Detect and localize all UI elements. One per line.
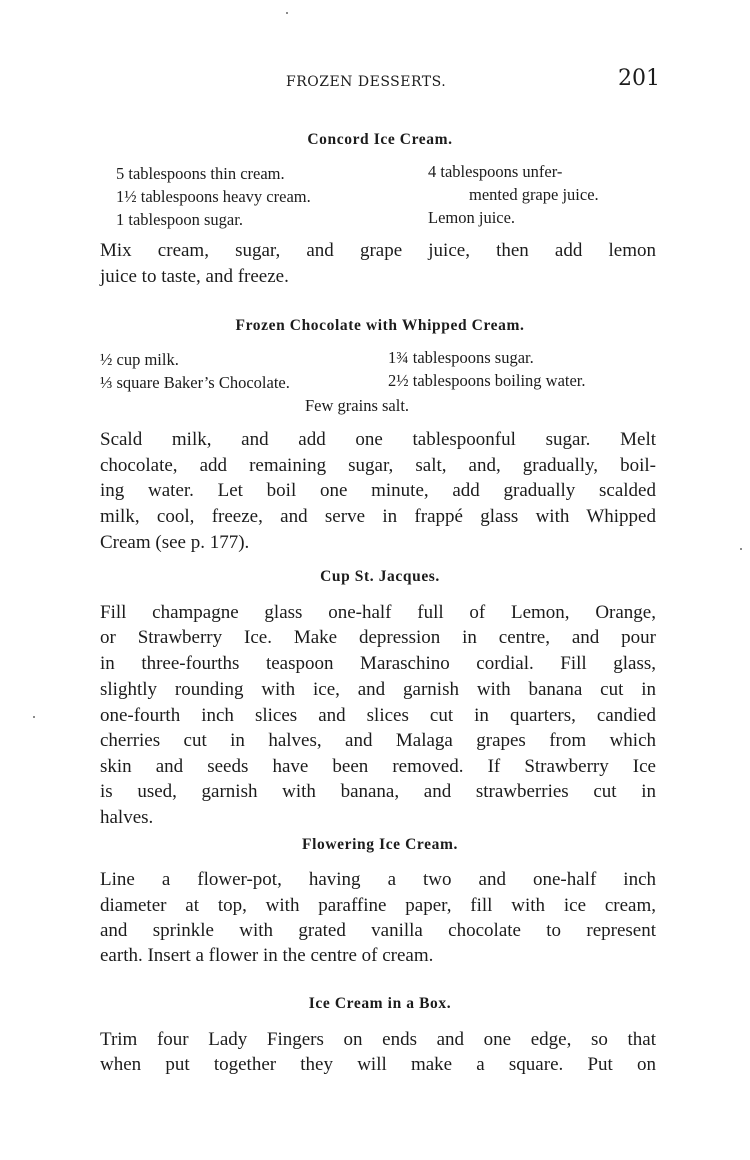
method-line: earth. Insert a flower in the centre of cream. [100,945,434,966]
method-line: one-fourth inch slices and slices cut in quarters, candied [100,705,656,726]
ingredient: Lemon juice. [428,208,516,227]
method-line: in three-fourths teaspoon Maraschino cordial. Fill glass, [100,653,656,674]
method-line: Mix cream, sugar, and grape juice, then add lemon [100,240,656,261]
method-line: halves. [100,807,154,828]
recipe-title-frozen-chocolate: Frozen Chocolate with Whipped Cream. [235,317,525,334]
method-line: slightly rounding with ice, and garnish with banana cut in [100,679,656,700]
ingredient: Few grains salt. [305,396,410,415]
ingredient: 1 tablespoon sugar. [116,210,243,229]
ingredient: ½ cup milk. [100,350,179,369]
ingredient: ⅓ square Baker’s Chocolate. [100,373,290,392]
method-line: when put together they will make a square. Put on [100,1054,656,1075]
method-line: or Strawberry Ice. Make depression in centre, and pour [100,627,656,648]
method-line: skin and seeds have been removed. If Strawberry Ice [100,756,656,777]
recipe-title-ice-cream-box: Ice Cream in a Box. [308,995,452,1012]
ingredient: 2½ tablespoons boiling water. [388,371,586,390]
scan-speck [740,548,742,550]
scan-speck [33,716,35,718]
method-line: is used, garnish with banana, and strawberries cut in [100,781,656,802]
recipe-title-concord: Concord Ice Cream. [307,131,453,148]
method-line: Fill champagne glass one-half full of Lemon, Orange, [100,602,656,623]
scan-speck [286,12,288,14]
method-line: Cream (see p. 177). [100,532,250,553]
method-line: Trim four Lady Fingers on ends and one edge, so that [100,1029,656,1050]
method-line: ing water. Let boil one minute, add gradually scalded [100,480,656,501]
page-number: 201 [618,66,660,91]
recipe-title-flowering: Flowering Ice Cream. [302,836,458,853]
method-line: juice to taste, and freeze. [100,266,289,287]
method-line: and sprinkle with grated vanilla chocolate to represent [100,920,656,941]
method-line: diameter at top, with paraffine paper, fill with ice cream, [100,895,656,916]
recipe-title-cup-st-jacques: Cup St. Jacques. [320,568,440,585]
ingredient: 1½ tablespoons heavy cream. [116,187,311,206]
ingredient: 1¾ tablespoons sugar. [388,348,534,367]
method-line: cherries cut in halves, and Malaga grapes from which [100,730,656,751]
method-line: Scald milk, and add one tablespoonful sugar. Melt [100,429,656,450]
method-line: chocolate, add remaining sugar, salt, and, gradually, boil- [100,455,656,476]
method-line: milk, cool, freeze, and serve in frappé glass with Whipped [100,506,656,527]
ingredient: mented grape juice. [469,185,599,204]
ingredient: 4 tablespoons unfer- [428,162,563,181]
running-head: FROZEN DESSERTS. [286,74,447,90]
method-line: Line a flower-pot, having a two and one-half inch [100,869,656,890]
ingredient: 5 tablespoons thin cream. [116,164,285,183]
